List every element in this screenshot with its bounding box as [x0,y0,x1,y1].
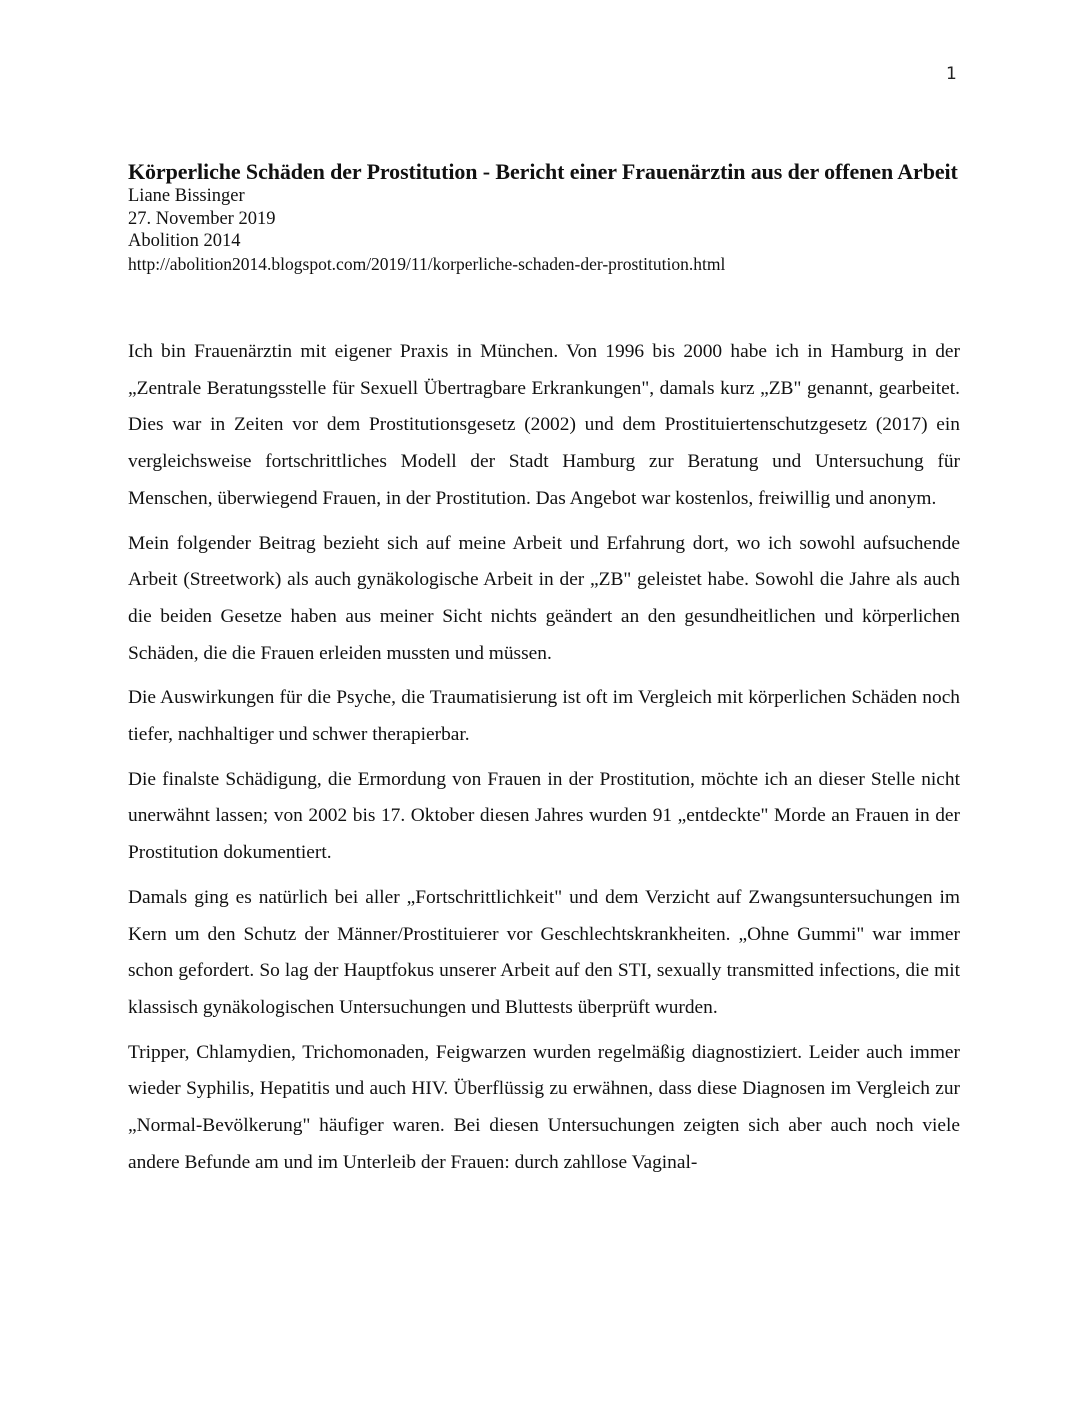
source-url: http://abolition2014.blogspot.com/2019/11/korperliche-schaden-der-prostitution.html [128,253,726,274]
paragraph-3: Die Auswirkungen für die Psyche, die Traumatisierung ist oft im Vergleich mit körperlichen Schäden noch tiefer, nachhaltiger und schwer therapierbar. [128,687,960,746]
document-header [128,158,968,275]
publication-date: 27. November 2019 [128,208,276,229]
source-name: Abolition 2014 [128,231,241,251]
document-title: Körperliche Schäden der Prostitution - Bericht einer Frauenärztin aus der offenen Arbeit [128,159,958,184]
document-body [128,334,960,1189]
paragraph-1: Ich bin Frauenärztin mit eigener Praxis in München. Von 1996 bis 2000 habe ich in Hamburg in der „Zentrale Beratungsstelle für Sexuell Übertragbare Erkrankungen", damals kurz „ZB" genannt, gearbeitet. Dies war in Zeiten vor dem Prostitutionsgesetz (2002) und dem Prostituiertenschutzgesetz (2017) ein vergleichsweise fortschrittliches Modell der Stadt Hamburg zur Beratung und Untersuchung für Menschen, überwiegend Frauen, in der Prostitution. Das Angebot war kostenlos, freiwillig und anonym. [128,341,960,509]
paragraph-6: Tripper, Chlamydien, Trichomonaden, Feigwarzen wurden regelmäßig diagnostiziert. Leider auch immer wieder Syphilis, Hepatitis und auch HIV. Überflüssig zu erwähnen, dass diese Diagnosen im Vergleich zur „Normal-Bevölkerung" häufiger waren. Bei diesen Untersuchungen zeigten sich aber auch noch viele andere Befunde am und im Unterleib der Frauen: durch zahllose Vaginal- [128,1041,960,1173]
author-name: Liane Bissinger [128,186,245,206]
paragraph-5: Damals ging es natürlich bei aller „Fortschrittlichkeit" und dem Verzicht auf Zwangsuntersuchungen im Kern um den Schutz der Männer/Prostituierer vor Geschlechtskrankheiten. „Ohne Gummi" war immer schon gefordert. So lag der Hauptfokus unserer Arbeit auf den STI, sexually transmitted infections, die mit klassisch gynäkologischen Untersuchungen und Bluttests überprüft wurden. [128,886,960,1018]
paragraph-2: Mein folgender Beitrag bezieht sich auf meine Arbeit und Erfahrung dort, wo ich sowohl aufsuchende Arbeit (Streetwork) als auch gynäkologische Arbeit in der „ZB" geleistet habe. Sowohl die Jahre als auch die beiden Gesetze haben aus meiner Sicht nichts geändert an den gesundheitlichen und körperlichen Schäden, die die Frauen erleiden mussten und müssen. [128,532,960,664]
paragraph-4: Die finalste Schädigung, die Ermordung von Frauen in der Prostitution, möchte ich an dieser Stelle nicht unerwähnt lassen; von 2002 bis 17. Oktober diesen Jahres wurden 91 „entdeckte" Morde an Frauen in der Prostitution dokumentiert. [128,768,960,864]
page-number: 1 [946,64,957,84]
